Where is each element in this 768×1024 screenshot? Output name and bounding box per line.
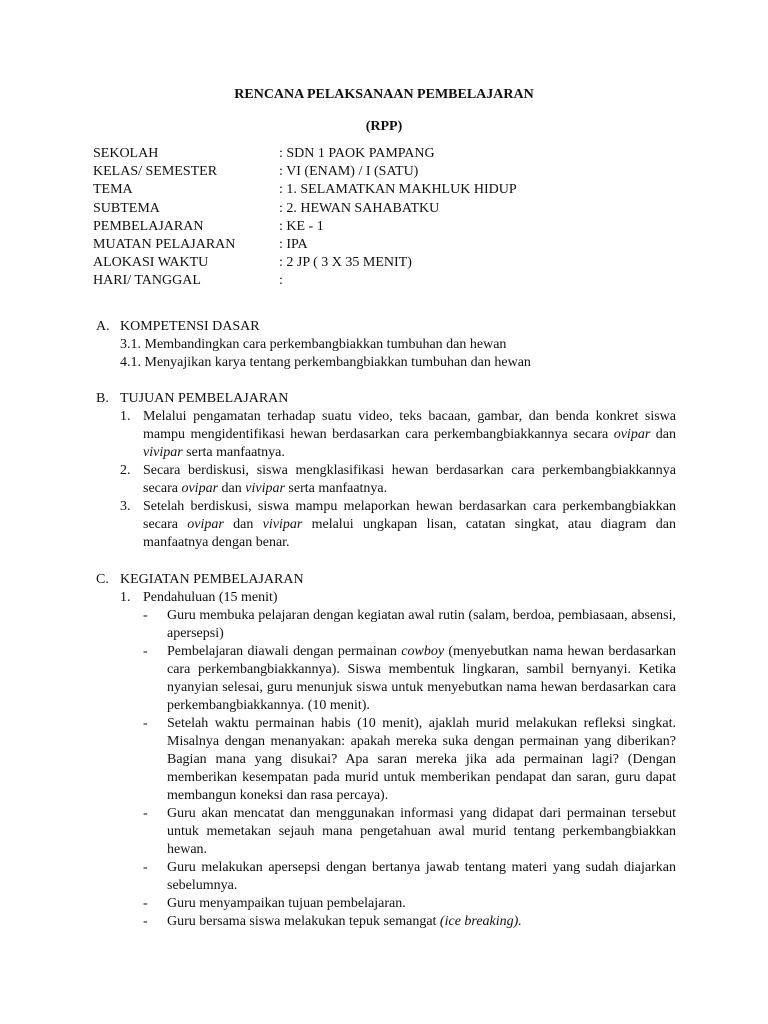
list-item: [143, 643, 676, 715]
sub-heading-text: Pendahuluan (15 menit): [143, 590, 278, 605]
dash-bullet: -: [143, 644, 148, 659]
identity-value: : VI (ENAM) / I (SATU): [279, 164, 419, 180]
item-text: Secara berdiskusi, siswa mengklasifikasi hewan berdasarkan cara perkembangbiakkannya secara ovipar dan vivipar serta manfaatnya.: [143, 463, 676, 496]
identity-key: SUBTEMA: [93, 200, 160, 216]
item-text: Setelah berdiskusi, siswa mampu melaporkan hewan berdasarkan cara perkembangbiakkan secara ovipar dan vivipar melalui ungkapan lisan, catatan singkat, atau diagram dan manfaatnya dengan benar.: [143, 499, 676, 550]
identity-value: : KE - 1: [279, 218, 324, 234]
section-title: KOMPETENSI DASAR: [120, 319, 260, 334]
item-text: Guru akan mencatat dan menggunakan informasi yang didapat dari permainan tersebut untuk memetakan sejauh mana pengetahuan awal murid tentang perkembangbiakkan hewan.: [167, 806, 676, 857]
dash-bullet: -: [143, 914, 148, 929]
section-kompetensi-dasar: [96, 318, 676, 372]
item-number: 1.: [120, 590, 131, 605]
section-heading: [96, 318, 676, 336]
list-item: [120, 408, 676, 462]
identity-key: ALOKASI WAKTU: [93, 255, 209, 271]
dash-bullet: -: [143, 806, 148, 821]
identity-value: : IPA: [279, 236, 308, 252]
identity-key: HARI/ TANGGAL: [93, 273, 201, 289]
item-text: Melalui pengamatan terhadap suatu video, teks bacaan, gambar, dan benda konkret siswa mampu mengidentifikasi hewan berdasarkan cara perkembangbiakkannya secara ovipar dan vivipar serta manfaatnya.: [143, 409, 676, 460]
identity-key: MUATAN PELAJARAN: [93, 236, 236, 252]
identity-row: [93, 200, 693, 218]
item-text: Guru melakukan apersepsi dengan bertanya jawab tentang materi yang sudah diajarkan sebelumnya.: [167, 860, 676, 893]
kd-item: 4.1. Menyajikan karya tentang perkembangbiakkan tumbuhan dan hewan: [120, 355, 531, 370]
section-tujuan-pembelajaran: [96, 390, 676, 552]
section-letter: A.: [96, 319, 110, 334]
section-letter: B.: [96, 391, 109, 406]
kegiatan-sub: [96, 589, 676, 607]
identity-value: :: [279, 273, 283, 289]
identity-row: [93, 218, 693, 236]
section-kegiatan-pembelajaran: [96, 571, 676, 931]
section-title: KEGIATAN PEMBELAJARAN: [120, 572, 304, 587]
identity-row: [93, 181, 693, 199]
section-title: TUJUAN PEMBELAJARAN: [120, 391, 289, 406]
pendahuluan-list: [96, 607, 676, 931]
list-item: [120, 498, 676, 552]
identity-key: KELAS/ SEMESTER: [93, 164, 218, 180]
identity-row: [93, 145, 693, 163]
list-item: [143, 607, 676, 643]
identity-row: [93, 254, 693, 272]
kd-list: [96, 336, 676, 372]
item-number: 2.: [120, 463, 131, 478]
kd-item: 3.1. Membandingkan cara perkembangbiakkan tumbuhan dan hewan: [120, 337, 507, 352]
dash-bullet: -: [143, 608, 148, 623]
list-item: [120, 462, 676, 498]
document-subtitle: (RPP): [365, 119, 403, 134]
identity-key: PEMBELAJARAN: [93, 218, 204, 234]
identity-value: : 2. HEWAN SAHABATKU: [279, 200, 440, 216]
item-text: Guru bersama siswa melakukan tepuk semangat (ice breaking).: [167, 914, 522, 929]
tujuan-list: [96, 408, 676, 552]
sub-heading: [120, 589, 676, 607]
identity-value: : SDN 1 PAOK PAMPANG: [279, 146, 435, 161]
identity-value: : 2 JP ( 3 X 35 MENIT): [279, 255, 412, 271]
identity-row: [93, 272, 693, 290]
identity-row: [93, 163, 693, 181]
item-text: Guru menyampaikan tujuan pembelajaran.: [167, 896, 406, 911]
identity-key: TEMA: [93, 182, 133, 198]
section-heading: [96, 390, 676, 408]
list-item: [143, 895, 676, 913]
dash-bullet: -: [143, 860, 148, 875]
item-text: Pembelajaran diawali dengan permainan cowboy (menyebutkan nama hewan berdasarkan cara perkembangbiakkannya). Siswa membentuk lingkaran, sambil bernyanyi. Ketika nyanyian selesai, guru menunjuk siswa untuk menyebutkan nama hewan berdasarkan cara perkembangbiakkannya. (10 menit).: [167, 644, 676, 713]
identity-value: : 1. SELAMATKAN MAKHLUK HIDUP: [279, 182, 517, 198]
item-number: 3.: [120, 499, 131, 514]
item-text: Setelah waktu permainan habis (10 menit), ajaklah murid melakukan refleksi singkat. Misalnya dengan menanyakan: apakah mereka suka dengan permainan yang diberikan? Bagian mana yang disukai? Apa saran mereka jika ada permainan lagi? (Dengan memberikan kesempatan pada murid untuk memberikan pendapat dan saran, guru dapat membangun koneksi dan rasa percaya).: [167, 716, 676, 803]
document-title: RENCANA PELAKSANAAN PEMBELAJARAN: [234, 87, 534, 102]
dash-bullet: -: [143, 716, 148, 731]
identity-table: [93, 145, 693, 291]
list-item: [143, 913, 676, 931]
item-text: Guru membuka pelajaran dengan kegiatan awal rutin (salam, berdoa, pembiasaan, absensi, apersepsi): [167, 608, 676, 641]
section-letter: C.: [96, 572, 109, 587]
identity-key: SEKOLAH: [93, 146, 159, 161]
list-item: [143, 715, 676, 805]
list-item: [143, 805, 676, 859]
section-heading: [96, 571, 676, 589]
item-number: 1.: [120, 409, 131, 424]
dash-bullet: -: [143, 896, 148, 911]
identity-row: [93, 236, 693, 254]
list-item: [143, 859, 676, 895]
